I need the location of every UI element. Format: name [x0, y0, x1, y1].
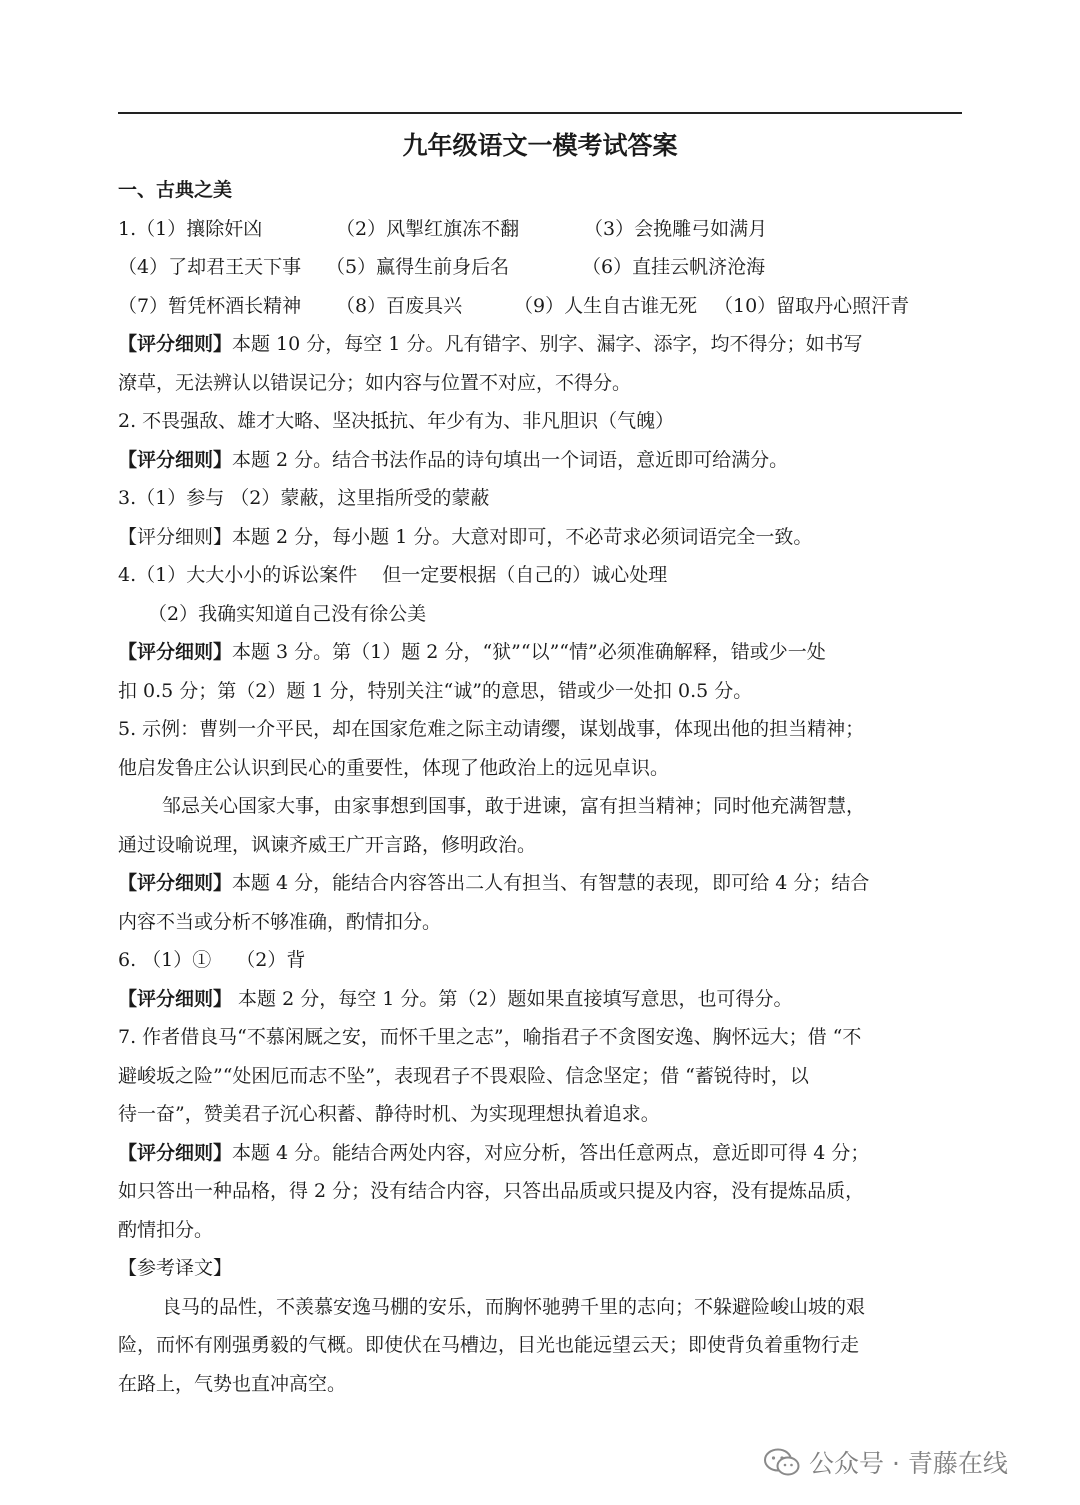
- top-rule: [118, 112, 962, 114]
- reference-translation-1: 良马的品性，不羡慕安逸马棚的安乐，而胸怀驰骋千里的志向；不躲避险峻山坡的艰: [162, 1295, 866, 1318]
- scoring-text: 本题 3 分。第（1）题 2 分，“狱”“以”“情”必须准确解释，错或少一处: [232, 641, 826, 663]
- scoring-text: 本题 2 分。结合书法作品的诗句填出一个词语，意近即可给满分。: [232, 448, 789, 471]
- answer-item: （4）了却君王天下事: [118, 256, 302, 278]
- scoring-label: 【评分细则】: [118, 333, 233, 355]
- answer-q5-3: 邹忌关心国家大事，由家事想到国事，敢于进谏，富有担当精神；同时他充满智慧，: [162, 795, 866, 817]
- answer-q5-2: 他启发鲁庄公认识到民心的重要性，体现了他政治上的远见卓识。: [118, 756, 670, 779]
- answer-item: （10）留取丹心照汗青: [714, 294, 910, 317]
- scoring-label: 【评分细则】: [118, 1141, 233, 1164]
- answer-q4-1: 4.（1）大大小小的诉讼案件 但一定要根据（自己的）诚心处理: [118, 564, 668, 586]
- scoring-label: 【评分细则】: [118, 987, 233, 1010]
- scoring-label: 【评分细则】: [118, 872, 233, 894]
- answer-body: [118, 171, 964, 1403]
- scoring-text: 本题 10 分，每空 1 分。凡有错字、别字、漏字、添字，均不得分；如书写: [232, 333, 863, 355]
- page-title: 九年级语文一模考试答案: [402, 131, 678, 160]
- answer-q6: 6. （1）① （2）背: [118, 949, 306, 971]
- scoring-text: 本题 2 分，每空 1 分。第（2）题如果直接填写意思，也可得分。: [232, 987, 793, 1010]
- answer-q7-3: 待一奋”，赞美君子沉心积蓄、静待时机、为实现理想执着追求。: [118, 1103, 660, 1125]
- reference-translation-3: 在路上，气势也直冲高空。: [118, 1372, 347, 1395]
- answer-item: （7）暂凭杯酒长精神: [118, 294, 302, 317]
- scoring-rule-1-cont: 潦草，无法辨认以错误记分；如内容与位置不对应，不得分。: [118, 371, 632, 394]
- answer-item: 1.（1）攘除奸凶: [118, 217, 263, 240]
- section-heading: 一、古典之美: [118, 179, 233, 201]
- scoring-rule-7-cont: 如只答出一种品格，得 2 分；没有结合内容，只答出品质或只提及内容，没有提炼品质，: [118, 1180, 865, 1202]
- reference-translation-label: 【参考译文】: [118, 1257, 233, 1279]
- answer-item: （8）百废具兴: [336, 294, 463, 317]
- scoring-text: 本题 4 分。能结合两处内容，对应分析，答出任意两点，意近即可得 4 分；: [232, 1141, 870, 1164]
- scoring-rule-6: [118, 980, 964, 1019]
- answer-q4-2: （2）我确实知道自己没有徐公美: [148, 602, 427, 625]
- answer-q7-1: 7. 作者借良马“不慕闲厩之安，而怀千里之志”，喻指君子不贪图安逸、胸怀远大；借 “不: [118, 1026, 862, 1048]
- scoring-label: 【评分细则】: [118, 641, 233, 663]
- wechat-icon: [763, 1447, 801, 1477]
- answer-q5-1: 5. 示例：曹刿一介平民，却在国家危难之际主动请缨，谋划战事，体现出他的担当精神；: [118, 718, 865, 740]
- answer-q7-2: 避峻坂之险”“处困厄而志不坠”，表现君子不畏艰险、信念坚定；借 “蓄锐待时，以: [118, 1064, 809, 1087]
- answer-q5-4: 通过设喻说理，讽谏齐威王广开言路，修明政治。: [118, 833, 537, 856]
- scoring-rule-7: [118, 1134, 964, 1173]
- answer-item: （9）人生自古谁无死: [514, 294, 698, 317]
- scoring-rule-7-cont2: 酌情扣分。: [118, 1218, 214, 1241]
- scoring-label: 【评分细则】: [118, 448, 233, 471]
- watermark-text: 公众号 · 青藤在线: [809, 1449, 1008, 1478]
- answer-item: （5）赢得生前身后名: [326, 256, 510, 278]
- answer-item: （2）风掣红旗冻不翻: [336, 217, 520, 240]
- scoring-rule-2: [118, 441, 964, 480]
- scoring-rule-4: [118, 633, 964, 672]
- scoring-rule-3: 【评分细则】本题 2 分，每小题 1 分。大意对即可，不必苛求必须词语完全一致。: [118, 525, 813, 548]
- answer-q1-row2: [118, 248, 964, 287]
- answer-item: （3）会挽雕弓如满月: [584, 217, 768, 240]
- scoring-rule-5-cont: 内容不当或分析不够准确，酌情扣分。: [118, 910, 442, 933]
- answer-item: （6）直挂云帆济沧海: [582, 256, 766, 278]
- answer-q2: 2. 不畏强敌、雄才大略、坚决抵抗、年少有为、非凡胆识（气魄）: [118, 410, 675, 432]
- scoring-text: 本题 4 分，能结合内容答出二人有担当、有智慧的表现，即可给 4 分；结合: [232, 872, 870, 894]
- reference-translation-2: 险，而怀有刚强勇毅的气概。即使伏在马槽边，目光也能远望云天；即使背负着重物行走: [118, 1334, 860, 1356]
- answer-q3: 3.（1）参与 （2）蒙蔽，这里指所受的蒙蔽: [118, 487, 490, 509]
- answer-q1-row1: [118, 210, 964, 249]
- watermark: [763, 1442, 1008, 1482]
- scoring-rule-5: [118, 864, 964, 903]
- scoring-rule-4-cont: 扣 0.5 分；第（2）题 1 分，特别关注“诚”的意思，错或少一处扣 0.5 分。: [118, 679, 753, 702]
- answer-q1-row3: [118, 287, 964, 326]
- scoring-rule-1: [118, 325, 964, 364]
